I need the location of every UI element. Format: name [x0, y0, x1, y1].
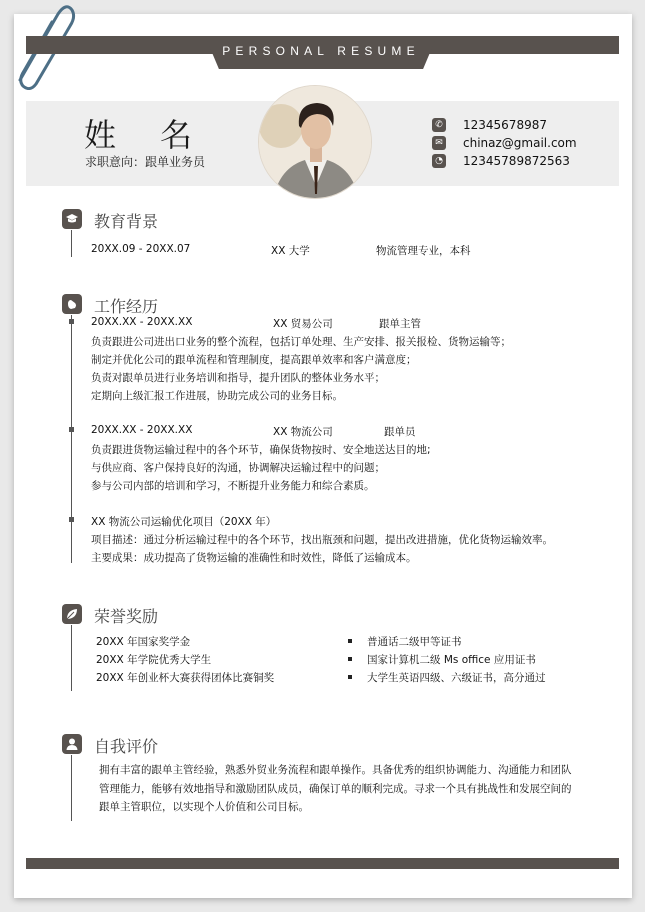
bullet: [348, 657, 352, 661]
job-role: 跟单员: [384, 426, 416, 438]
job-duty: 负责跟进公司进出口业务的整个流程，包括订单处理、生产安排、报关报检、货物运输等；: [91, 336, 511, 348]
graduation-cap-icon: [62, 209, 82, 229]
phone-icon: ✆: [432, 118, 446, 132]
timeline-dot: [69, 427, 74, 432]
job-period: 20XX.XX - 20XX.XX: [91, 424, 193, 436]
project-result: 主要成果：成功提高了货物运输的准确性和时效性，降低了运输成本。: [91, 552, 417, 564]
job-company: XX 物流公司: [273, 426, 333, 438]
phone-number: 12345678987: [463, 118, 547, 132]
certificate-item: 普通话二级甲等证书: [367, 636, 462, 648]
timeline-dot: [69, 517, 74, 522]
job-duty: 负责对跟单员进行业务培训和指导，提升团队的整体业务水平；: [91, 372, 385, 384]
job-duty: 制定并优化公司的跟单流程和管理制度，提高跟单效率和客户满意度；: [91, 354, 417, 366]
self-evaluation-text: 拥有丰富的跟单主管经验，熟悉外贸业务流程和跟单操作。具备优秀的组织协调能力、沟通能力和团队管理能力，能够有效地指导和激励团队成员，确保订单的顺利完成。寻求一个具有挑战性和发展空间的跟单主管职位，以实现个人价值和公司目标。: [99, 764, 572, 813]
avatar: [258, 85, 372, 199]
job-duty: 负责跟进货物运输过程中的各个环节，确保货物按时、安全地送达目的地;: [91, 444, 431, 456]
phone-row: [432, 118, 547, 132]
person-icon: [62, 734, 82, 754]
bullet: [348, 675, 352, 679]
education-title: 教育背景: [94, 212, 159, 231]
timeline-line: [71, 755, 72, 821]
education-major: 物流管理专业，本科: [376, 245, 471, 257]
wechat-row: [432, 154, 570, 168]
job-intent: 求职意向：跟单业务员: [85, 155, 206, 169]
person-name: 姓名: [84, 116, 237, 154]
banner-title: PERSONAL RESUME: [222, 44, 420, 58]
honor-item: 20XX 年创业杯大赛获得团体比赛铜奖: [96, 672, 275, 684]
work-hand-icon: [62, 294, 82, 314]
job-period: 20XX.XX - 20XX.XX: [91, 316, 193, 328]
leaf-icon: [62, 604, 82, 624]
bullet: [348, 639, 352, 643]
bottom-bar: [26, 858, 619, 869]
certificate-item: 大学生英语四级、六级证书，高分通过: [367, 672, 546, 684]
certificate-item: 国家计算机二级 Ms office 应用证书: [367, 654, 536, 666]
email-address: chinaz@gmail.com: [463, 136, 577, 150]
timeline-line: [71, 315, 72, 563]
timeline-line: [71, 625, 72, 691]
education-period: 20XX.09 - 20XX.07: [91, 243, 191, 255]
honor-item: 20XX 年学院优秀大学生: [96, 654, 212, 666]
job-duty: 定期向上级汇报工作进展，协助完成公司的业务目标。: [91, 390, 343, 402]
mail-icon: ✉: [432, 136, 446, 150]
timeline-dot: [69, 319, 74, 324]
project-title: XX 物流公司运输优化项目（20XX 年）: [91, 516, 277, 528]
timeline-line: [71, 230, 72, 257]
work-title: 工作经历: [94, 297, 159, 316]
project-desc: 项目描述：通过分析运输过程中的各个环节，找出瓶颈和问题，提出改进措施，优化货物运输效率。: [91, 534, 553, 546]
job-role: 跟单主管: [379, 318, 421, 330]
wechat-id: 12345789872563: [463, 154, 570, 168]
chat-icon: ◔: [432, 154, 446, 168]
education-school: XX 大学: [271, 245, 310, 257]
job-company: XX 贸易公司: [273, 318, 333, 330]
self-title: 自我评价: [94, 737, 159, 756]
honor-item: 20XX 年国家奖学金: [96, 636, 191, 648]
job-duty: 与供应商、客户保持良好的沟通，协调解决运输过程中的问题；: [91, 462, 385, 474]
honors-title: 荣誉奖励: [94, 607, 159, 626]
email-row: [432, 136, 577, 150]
job-duty: 参与公司内部的培训和学习，不断提升业务能力和综合素质。: [91, 480, 375, 492]
